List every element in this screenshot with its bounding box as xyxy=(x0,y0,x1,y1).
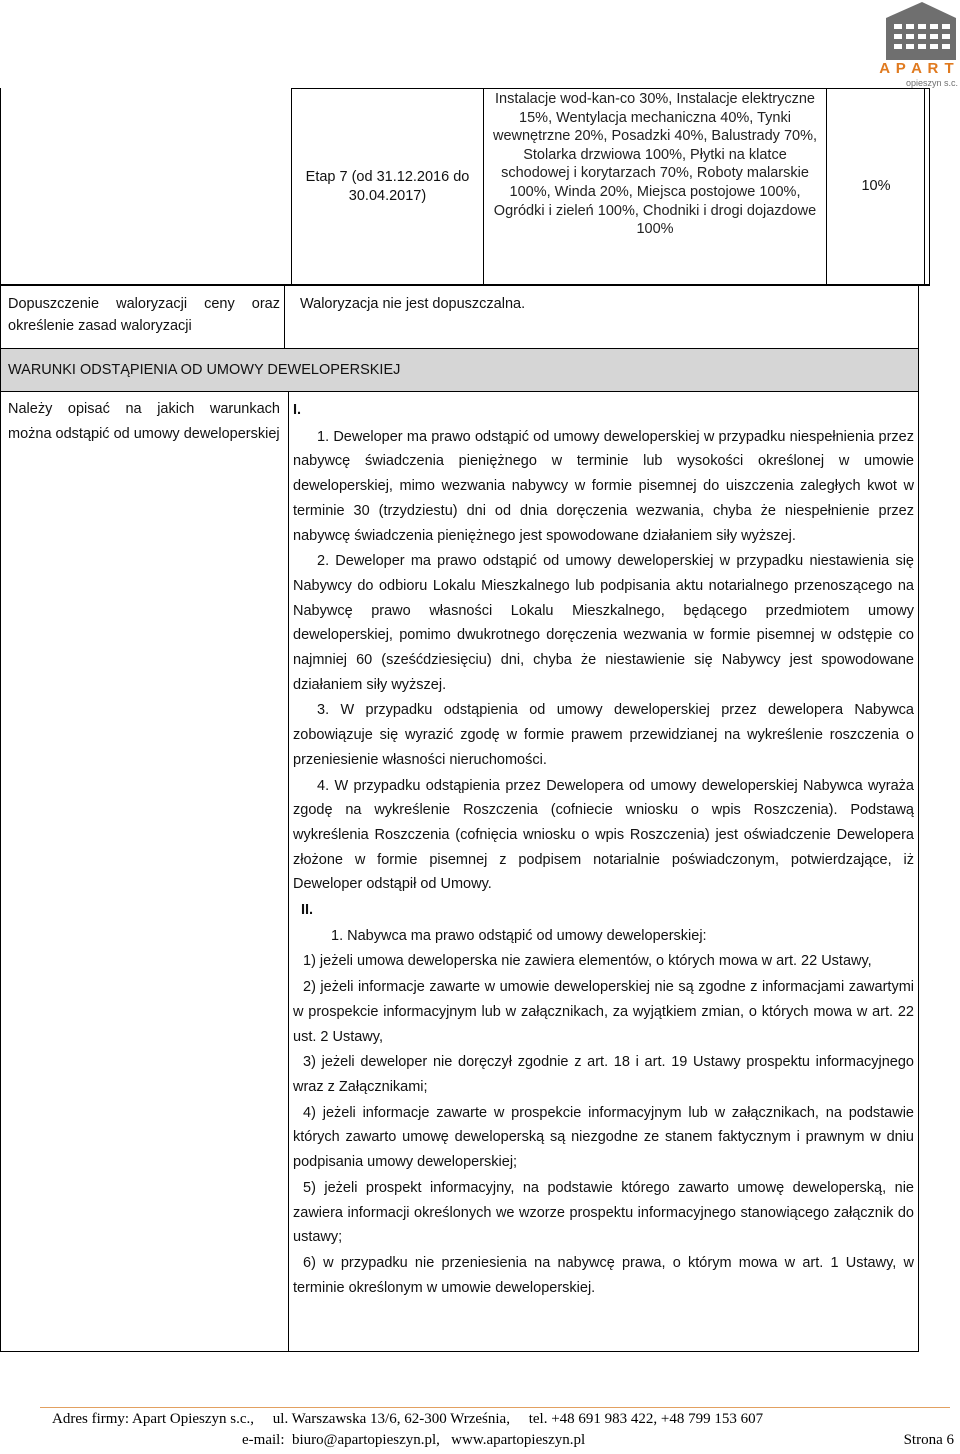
part2-item-1: 1) jeżeli umowa deweloperska nie zawiera elementów, o których mowa w art. 22 Ustawy, xyxy=(303,953,872,970)
part1-paragraph-2: 2. Deweloper ma prawo odstąpić od umowy deweloperskiej w przypadku niestawienia się Nabywcy do odbioru Lokalu Mieszkalnego lub podpisania aktu notarialnego przenoszącego na Nabywcę prawo własności Lokalu Mieszkalnego, będącego przedmiotem umowy deweloperskiej, pomimo dwukrotnego doręczenia wezwania w formie pisemnej w odstępie co najmniej 60 (sześćdziesięciu) dni, chyba że niestawienie się Nabywcy jest spowodowane działaniem siły wyższej. xyxy=(293,553,914,693)
part1-paragraph-3: 3. W przypadku odstąpienia od umowy deweloperskiej przez dewelopera Nabywca zobowiązuje się wyrazić zgodę w formie prawem przewidzianej na wykreślenie roszczenia o przeniesienie własności nieruchomości. xyxy=(293,702,914,768)
logo-name: A P A R T xyxy=(879,60,955,77)
part2-item-4: 4) jeżeli informacje zawarte w prospekcie informacyjnym lub w załącznikach, na podstawie których zawarto umowę deweloperską są niezgodne ze stanem faktycznym i prawnym w dniu podpisania umowy deweloperskiej; xyxy=(293,1104,914,1171)
withdrawal-content xyxy=(293,398,914,1300)
valorization-label: Dopuszczenie waloryzacji ceny oraz określenie zasad waloryzacji xyxy=(8,296,280,334)
part2-item-2: 2) jeżeli informacje zawarte w umowie deweloperskiej nie są zgodne z informacjami zawartymi w prospekcie informacyjnym lub w załącznikach, za wyjątkiem zmian, o których mowa w art. 22 ust. 2 Ustawy, xyxy=(293,979,914,1045)
company-logo xyxy=(872,0,958,92)
stage-percent: 10% xyxy=(861,178,891,194)
footer-rule xyxy=(40,1407,950,1408)
logo-subtitle: opieszyn s.c. xyxy=(905,78,958,88)
part1-paragraph-1: 1. Deweloper ma prawo odstąpić od umowy deweloperskiej w przypadku niespełnienia przez nabywcę świadczenia pieniężnego w terminie lub wysokości określonej w umowie deweloperskiej, mimo wezwania nabywcy w formie pisemnej do uiszczenia zaległych kwot w terminie 30 (trzydziestu) dni od dnia doręczenia wezwania, chyba że niespełnienie przez nabywcę świadczenia pieniężnego jest spowodowane działaniem siły wyższej. xyxy=(293,428,914,544)
part1-heading: I. xyxy=(293,402,302,418)
footer-address: Adres firmy: Apart Opieszyn s.c., ul. Warszawska 13/6, 62-300 Września, tel. +48 691 983 422, +48 799 153 607 xyxy=(52,1411,764,1427)
part2-intro: 1. Nabywca ma prawo odstąpić od umowy deweloperskiej: xyxy=(331,927,707,944)
part2-item-6: 6) w przypadku nie przeniesienia na nabywcę prawa, o którym mowa w art. 1 Ustawy, w terminie określonym w umowie deweloperskiej. xyxy=(293,1254,914,1296)
footer-contact: e-mail: biuro@apartopieszyn.pl, www.apartopieszyn.pl xyxy=(242,1432,586,1448)
withdrawal-label: Należy opisać na jakich warunkach można odstąpić od umowy deweloperskiej xyxy=(8,401,280,442)
part2-item-5: 5) jeżeli prospekt informacyjny, na podstawie którego zawarto umowę deweloperską, nie zawiera informacji określonych we wzorze prospektu informacyjnego stanowiącego załącznik do ustawy; xyxy=(293,1179,914,1246)
part1-paragraph-4: 4. W przypadku odstąpienia przez Dewelopera od umowy deweloperskiej Nabywca wyraża zgodę na wykreślenie Roszczenia (cofniecie wniosku o wpis Roszczenia). Podstawą wykreślenia Roszczenia (cofnięcia wniosku o wpis Roszczenia) jest oświadczenie Dewelopera złożone w formie pisemnej z podpisem notarialnie poświadczonym, potwierdzające, iż Deweloper odstąpił od Umowy. xyxy=(293,777,914,893)
stage-label: Etap 7 (od 31.12.2016 do 30.04.2017) xyxy=(305,169,470,204)
page-number: Strona 6 xyxy=(903,1432,954,1448)
section-header: WARUNKI ODSTĄPIENIA OD UMOWY DEWELOPERSKIEJ xyxy=(8,362,401,378)
part2-item-3: 3) jeżeli deweloper nie doręczył zgodnie z art. 18 i art. 19 Ustawy prospektu informacyjnego wraz z Załącznikami; xyxy=(293,1054,914,1095)
part2-heading: II. xyxy=(301,902,314,919)
stage-works: Instalacje wod-kan-co 30%, Instalacje elektryczne 15%, Wentylacja mechaniczna 40%, Tynki wewnętrzne 20%, Posadzki 40%, Balustrady 70%, Stolarka drzwiowa 100%, Płytki na klatce schodowej i korytarzach 70%, Roboty malarskie 100%, Winda 20%, Miejsca postojowe 100%, Ogródki i zieleń 100%, Chodniki i drogi dojazdowe 100% xyxy=(492,91,817,238)
valorization-value: Waloryzacja nie jest dopuszczalna. xyxy=(300,296,526,312)
